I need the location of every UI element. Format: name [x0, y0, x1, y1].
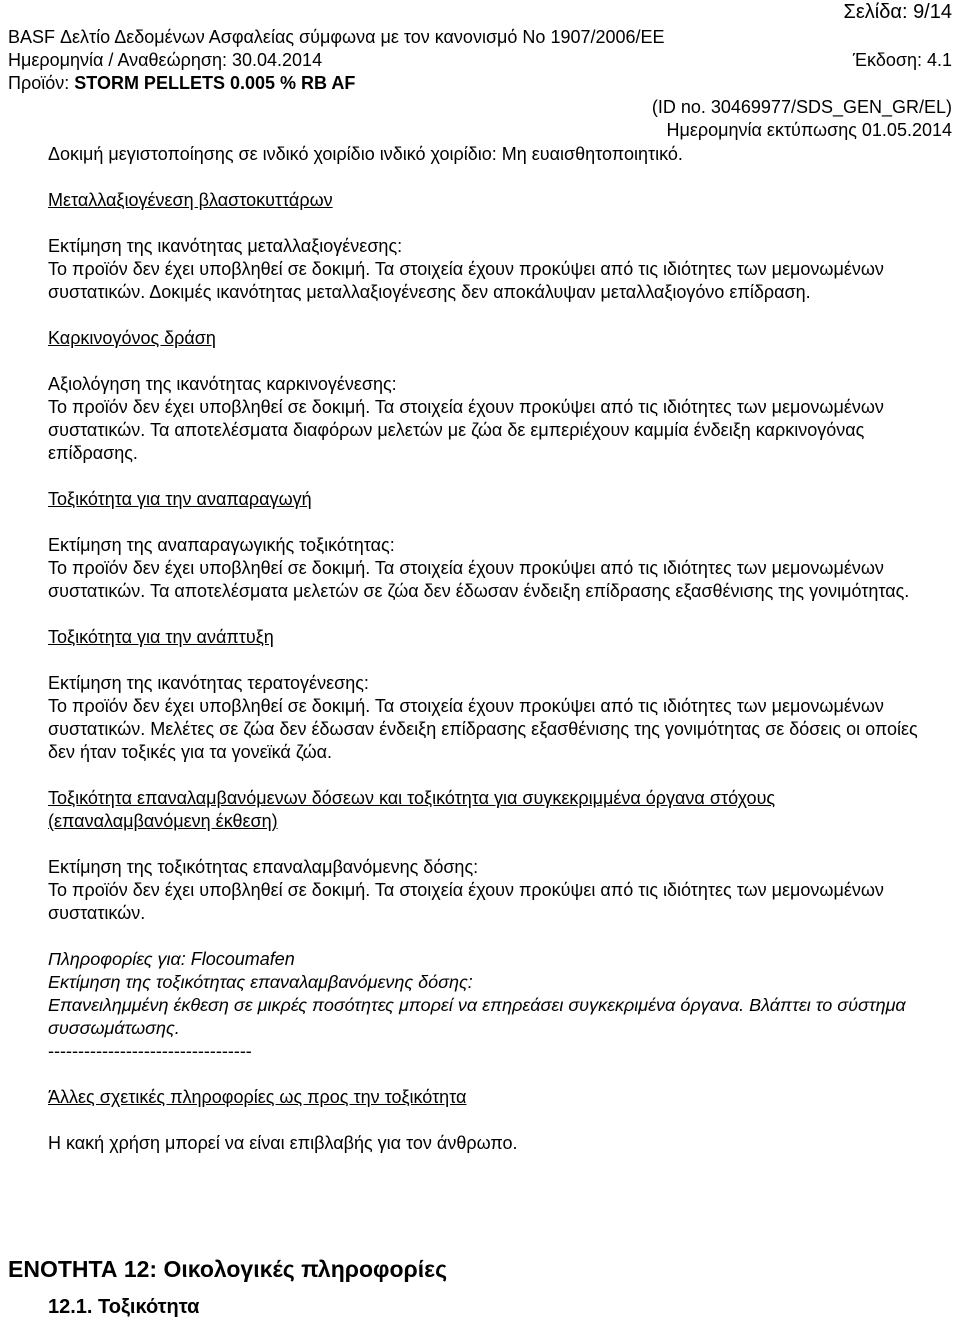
flocoumafen-info: Πληροφορίες για: Flocoumafen — [48, 949, 295, 969]
flocoumafen-label: Εκτίμηση της τοξικότητας επαναλαμβανόμενης δόσης: — [48, 972, 473, 992]
reproductive-heading: Τοξικότητα για την αναπαραγωγή — [48, 489, 312, 509]
reproductive-text: Το προϊόν δεν έχει υποβληθεί σε δοκιμή. Τα στοιχεία έχουν προκύψει από τις ιδιότητες των μεμονωμένων συστατικών. Τα αποτελέσματα μελετών σε ζώα δεν έδωσαν ένδειξη επίδρασης εξασθένισης της γονιμότητας. — [48, 558, 910, 601]
separator-line: ---------------------------------- — [48, 1041, 252, 1061]
developmental-label: Εκτίμηση της ικανότητας τερατογένεσης: — [48, 673, 369, 693]
sds-title-line: BASF Δελτίο Δεδομένων Ασφαλείας σύμφωνα με τον κανονισμό Νο 1907/2006/ΕΕ — [8, 27, 665, 47]
repeated-dose-text: Το προϊόν δεν έχει υποβληθεί σε δοκιμή. Τα στοιχεία έχουν προκύψει από τις ιδιότητες των μεμονωμένων συστατικών. — [48, 880, 884, 923]
sensitization-result: Δοκιμή μεγιστοποίησης σε ινδικό χοιρίδιο ινδικό χοιρίδιο: Μη ευαισθητοποιητικό. — [48, 144, 683, 164]
product-line — [8, 72, 355, 94]
id-number: (ID no. 30469977/SDS_GEN_GR/EL) — [651, 97, 952, 117]
date-revision: Ημερομηνία / Αναθεώρηση: 30.04.2014 — [8, 50, 323, 70]
document-body — [48, 143, 938, 1155]
product-name: STORM PELLETS 0.005 % RB AF — [74, 73, 356, 93]
mutagenicity-text: Το προϊόν δεν έχει υποβληθεί σε δοκιμή. Τα στοιχεία έχουν προκύψει από τις ιδιότητες των μεμονωμένων συστατικών. Δοκιμές ικανότητας μεταλλαξιογένεσης δεν αποκάλυψαν μεταλλαξιογόνο επίδραση. — [48, 259, 884, 302]
section-12-title: ΕΝΟΤΗΤΑ 12: Οικολογικές πληροφορίες — [8, 1256, 448, 1282]
repeated-dose-heading: Τοξικότητα επαναλαμβανόμενων δόσεων και τοξικότητα για συγκεκριμμένα όργανα στόχους (επαναλαμβανόμενη έκθεση) — [48, 788, 776, 831]
subsection-12-1-title: 12.1. Τοξικότητα — [48, 1296, 200, 1318]
page-number: Σελίδα: 9/14 — [843, 1, 952, 23]
other-info-text: Η κακή χρήση μπορεί να είναι επιβλαβής για τον άνθρωπο. — [48, 1133, 518, 1153]
developmental-text: Το προϊόν δεν έχει υποβληθεί σε δοκιμή. Τα στοιχεία έχουν προκύψει από τις ιδιότητες των μεμονωμένων συστατικών. Μελέτες σε ζώα δεν έδωσαν ένδειξη επίδρασης εξασθένισης της γονιμότητας σε δόσεις οι οποίες δεν ήταν τοξικές για τα γονεϊκά ζώα. — [48, 696, 918, 762]
carcinogenicity-label: Αξιολόγηση της ικανότητας καρκινογένεσης: — [48, 374, 397, 394]
other-info-heading: Άλλες σχετικές πληροφορίες ως προς την τοξικότητα — [48, 1087, 467, 1107]
product-prefix: Προϊόν: — [8, 73, 75, 93]
reproductive-label: Εκτίμηση της αναπαραγωγικής τοξικότητας: — [48, 535, 395, 555]
repeated-dose-label: Εκτίμηση της τοξικότητας επαναλαμβανόμενης δόσης: — [48, 857, 479, 877]
carcinogenicity-heading: Καρκινογόνος δράση — [48, 328, 216, 348]
carcinogenicity-text: Το προϊόν δεν έχει υποβληθεί σε δοκιμή. Τα στοιχεία έχουν προκύψει από τις ιδιότητες των μεμονωμένων συστατικών. Τα αποτελέσματα διαφόρων μελετών με ζώα δε εμπεριέχουν καμμία ένδειξη καρκινογόνας επίδρασης. — [48, 397, 884, 463]
print-date: Ημερομηνία εκτύπωσης 01.05.2014 — [666, 120, 952, 140]
mutagenicity-heading: Μεταλλαξιογένεση βλαστοκυττάρων — [48, 190, 333, 210]
mutagenicity-label: Εκτίμηση της ικανότητας μεταλλαξιογένεσης: — [48, 236, 403, 256]
developmental-heading: Τοξικότητα για την ανάπτυξη — [48, 627, 274, 647]
flocoumafen-text: Επανειλημμένη έκθεση σε μικρές ποσότητες μπορεί να επηρεάσει συγκεκριμένα όργανα. Βλάπτει το σύστημα συσσωμάτωσης. — [48, 995, 906, 1038]
document-header — [0, 0, 960, 140]
version: Έκδοση: 4.1 — [852, 50, 952, 70]
